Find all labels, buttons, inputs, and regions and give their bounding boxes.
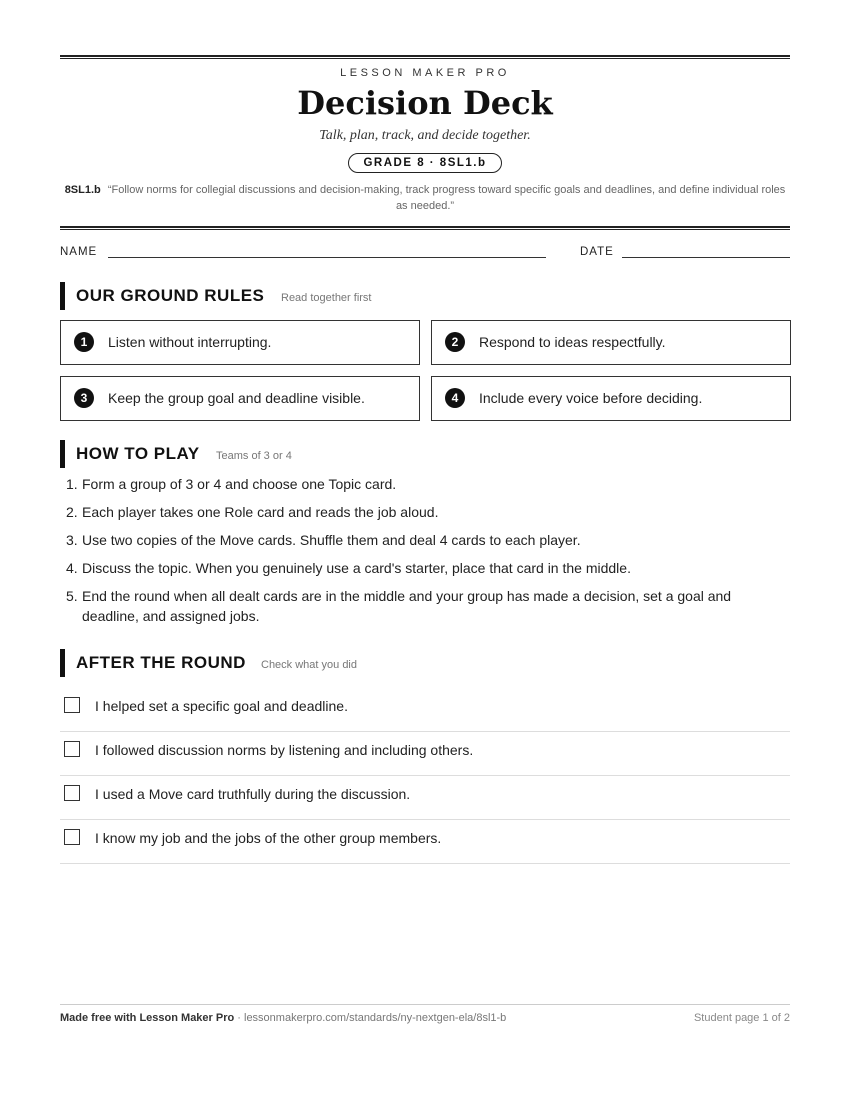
page-subtitle: Talk, plan, track, and decide together. bbox=[319, 128, 531, 143]
grade-badge-wrap bbox=[60, 153, 790, 173]
step-text: Form a group of 3 or 4 and choose one Topic card. bbox=[82, 476, 397, 492]
step-number: 4. bbox=[66, 560, 78, 576]
step-number: 2. bbox=[66, 504, 78, 520]
checkbox[interactable] bbox=[64, 741, 80, 757]
ground-rule-3 bbox=[60, 376, 420, 421]
checklist-text: I used a Move card truthfully during the discussion. bbox=[95, 786, 411, 802]
standard-text: “Follow norms for collegial discussions and decision-making, track progress toward specific goals and deadlines, and define individual roles as needed.” bbox=[107, 184, 786, 212]
list-item bbox=[60, 558, 790, 578]
footer-rule bbox=[60, 1004, 790, 1005]
name-date-row bbox=[60, 246, 790, 262]
footer-page-number: Student page 1 of 2 bbox=[693, 1012, 790, 1024]
rule-text: Keep the group goal and deadline visible. bbox=[108, 390, 365, 406]
ground-rules-heading bbox=[60, 282, 790, 310]
footer-url[interactable]: · lessonmakerpro.com/standards/ny-nextgen-ela/8sl1-b bbox=[234, 1012, 507, 1024]
worksheet-page bbox=[60, 0, 790, 1100]
step-text: End the round when all dealt cards are in the middle and your group has made a decision, set a goal and deadline, and assigned jobs. bbox=[82, 588, 732, 624]
checklist-item-1 bbox=[60, 688, 790, 732]
checklist-item-3 bbox=[60, 776, 790, 820]
date-label: DATE bbox=[580, 246, 614, 258]
header-bottom-rule bbox=[60, 226, 790, 230]
step-text: Discuss the topic. When you genuinely use a card's starter, place that card in the middle. bbox=[82, 560, 631, 576]
ground-rule-4 bbox=[431, 376, 791, 421]
section-bar bbox=[60, 440, 65, 468]
rule-number-badge: 4 bbox=[445, 388, 465, 408]
checkbox[interactable] bbox=[64, 829, 80, 845]
section-subtitle: Teams of 3 or 4 bbox=[216, 450, 292, 462]
checkbox[interactable] bbox=[64, 785, 80, 801]
list-item bbox=[60, 530, 790, 550]
checklist-text: I followed discussion norms by listening and including others. bbox=[95, 742, 474, 758]
after-round-heading bbox=[60, 649, 790, 677]
section-title: HOW TO PLAY bbox=[76, 444, 200, 463]
header-top-rule bbox=[60, 55, 790, 59]
list-item bbox=[60, 586, 790, 626]
checklist-item-2 bbox=[60, 732, 790, 776]
step-number: 3. bbox=[66, 532, 78, 548]
step-text: Each player takes one Role card and reads the job aloud. bbox=[82, 504, 439, 520]
section-title: OUR GROUND RULES bbox=[76, 286, 265, 305]
section-title: AFTER THE ROUND bbox=[76, 653, 246, 672]
name-label: NAME bbox=[60, 246, 98, 258]
instructions-list bbox=[60, 474, 790, 634]
rule-text: Respond to ideas respectfully. bbox=[479, 334, 666, 350]
rule-text: Include every voice before deciding. bbox=[479, 390, 703, 406]
step-number: 1. bbox=[66, 476, 78, 492]
checklist-text: I helped set a specific goal and deadline. bbox=[95, 698, 348, 714]
how-to-play-heading bbox=[60, 440, 790, 468]
ground-rule-2 bbox=[431, 320, 791, 365]
rule-text: Listen without interrupting. bbox=[108, 334, 272, 350]
list-item bbox=[60, 474, 790, 494]
step-number: 5. bbox=[66, 588, 78, 604]
checklist-item-4 bbox=[60, 820, 790, 864]
grade-badge: GRADE 8 · 8SL1.b bbox=[348, 153, 501, 173]
checklist-text: I know my job and the jobs of the other group members. bbox=[95, 830, 442, 846]
rule-number-badge: 1 bbox=[74, 332, 94, 352]
step-text: Use two copies of the Move cards. Shuffle them and deal 4 cards to each player. bbox=[82, 532, 581, 548]
page-title: Decision Deck bbox=[297, 84, 553, 122]
date-field-line[interactable] bbox=[622, 257, 790, 258]
brand-name: LESSON MAKER PRO bbox=[340, 67, 510, 79]
section-bar bbox=[60, 649, 65, 677]
section-subtitle: Read together first bbox=[281, 292, 372, 304]
section-bar bbox=[60, 282, 65, 310]
list-item bbox=[60, 502, 790, 522]
standard-code: 8SL1.b bbox=[64, 184, 101, 196]
section-subtitle: Check what you did bbox=[261, 659, 357, 671]
rule-number-badge: 2 bbox=[445, 332, 465, 352]
ground-rule-1 bbox=[60, 320, 420, 365]
name-field-line[interactable] bbox=[108, 257, 546, 258]
standard-statement bbox=[60, 182, 790, 214]
footer-made-by: Made free with Lesson Maker Pro bbox=[60, 1012, 235, 1024]
footer-credit bbox=[60, 1012, 506, 1024]
checkbox[interactable] bbox=[64, 697, 80, 713]
rule-number-badge: 3 bbox=[74, 388, 94, 408]
